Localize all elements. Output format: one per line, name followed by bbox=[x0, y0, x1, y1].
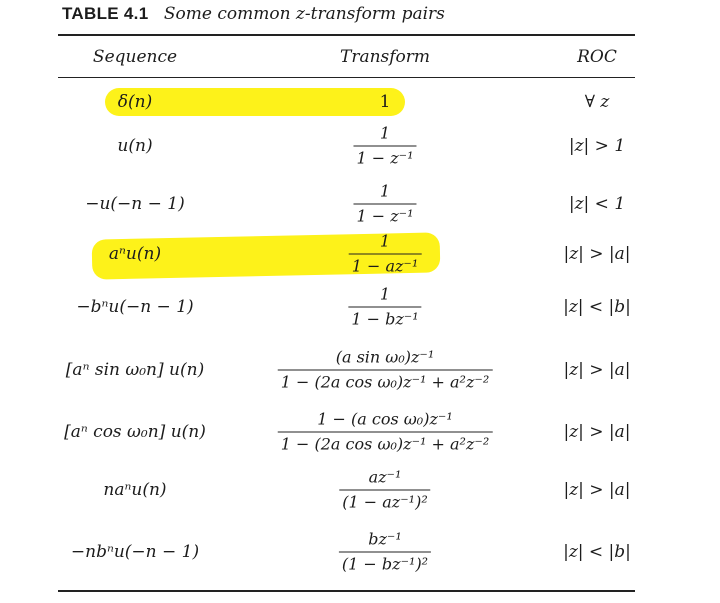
transform-cell bbox=[349, 233, 422, 276]
header-sequence: Sequence bbox=[92, 47, 178, 67]
transform-fraction bbox=[353, 125, 416, 168]
transform-denominator: 1 − bz⁻¹ bbox=[348, 307, 421, 329]
transform-fraction bbox=[349, 233, 422, 276]
transform-cell bbox=[339, 531, 431, 574]
sequence-cell: aⁿu(n) bbox=[108, 244, 162, 264]
roc-cell: |z| < |b| bbox=[563, 297, 631, 317]
transform-denominator: 1 − (2a cos ω₀)z⁻¹ + a²z⁻² bbox=[278, 432, 493, 454]
header-roc: ROC bbox=[577, 47, 617, 67]
header-transform: Transform bbox=[339, 47, 431, 67]
transform-numerator: 1 bbox=[379, 231, 391, 251]
transform-fraction bbox=[278, 349, 493, 392]
transform-cell bbox=[348, 286, 421, 329]
transform-cell bbox=[353, 125, 416, 168]
transform-fraction bbox=[339, 531, 431, 574]
sequence-cell: [aⁿ cos ω₀n] u(n) bbox=[64, 422, 206, 442]
transform-denominator: 1 − z⁻¹ bbox=[353, 146, 416, 168]
roc-cell: |z| > |a| bbox=[563, 360, 631, 380]
sequence-cell: δ(n) bbox=[117, 92, 153, 112]
roc-cell: ∀ z bbox=[584, 92, 610, 112]
transform-numerator: 1 bbox=[379, 284, 391, 304]
transform-denominator: (1 − az⁻¹)² bbox=[339, 490, 430, 512]
sequence-cell: u(n) bbox=[117, 136, 153, 156]
transform-cell bbox=[353, 183, 416, 226]
transform-denominator: 1 − (2a cos ω₀)z⁻¹ + a²z⁻² bbox=[278, 370, 493, 392]
top-rule bbox=[58, 34, 635, 36]
sequence-cell: −nbⁿu(−n − 1) bbox=[70, 542, 200, 562]
sequence-cell: naⁿu(n) bbox=[103, 480, 167, 500]
transform-numerator: (a sin ω₀)z⁻¹ bbox=[335, 347, 435, 367]
transform-cell bbox=[278, 411, 493, 454]
roc-cell: |z| < |b| bbox=[563, 542, 631, 562]
transform-cell bbox=[380, 92, 391, 112]
transform-cell bbox=[278, 349, 493, 392]
transform-denominator: (1 − bz⁻¹)² bbox=[339, 552, 431, 574]
transform-cell bbox=[339, 469, 430, 512]
transform-denominator: 1 − az⁻¹ bbox=[349, 254, 422, 276]
transform-numerator: az⁻¹ bbox=[368, 467, 402, 487]
table-caption bbox=[62, 4, 445, 24]
transform-fraction bbox=[348, 286, 421, 329]
header-rule bbox=[58, 77, 635, 78]
sequence-cell: −bⁿu(−n − 1) bbox=[76, 297, 194, 317]
transform-denominator: 1 − z⁻¹ bbox=[353, 204, 416, 226]
transform-numerator: 1 − (a cos ω₀)z⁻¹ bbox=[317, 409, 453, 429]
roc-cell: |z| < 1 bbox=[568, 194, 626, 214]
roc-cell: |z| > |a| bbox=[563, 244, 631, 264]
table-label: TABLE 4.1 bbox=[62, 4, 149, 23]
transform-numerator: 1 bbox=[379, 123, 391, 143]
roc-cell: |z| > |a| bbox=[563, 422, 631, 442]
transform-fraction bbox=[278, 411, 493, 454]
roc-cell: |z| > |a| bbox=[563, 480, 631, 500]
transform-value: 1 bbox=[379, 92, 391, 112]
roc-cell: |z| > 1 bbox=[568, 136, 626, 156]
table-title: Some common z-transform pairs bbox=[163, 4, 445, 24]
sequence-cell: [aⁿ sin ω₀n] u(n) bbox=[65, 360, 205, 380]
bottom-rule bbox=[58, 590, 635, 592]
sequence-cell: −u(−n − 1) bbox=[85, 194, 185, 214]
transform-fraction bbox=[353, 183, 416, 226]
transform-numerator: bz⁻¹ bbox=[368, 529, 402, 549]
transform-fraction bbox=[339, 469, 430, 512]
transform-numerator: 1 bbox=[379, 181, 391, 201]
